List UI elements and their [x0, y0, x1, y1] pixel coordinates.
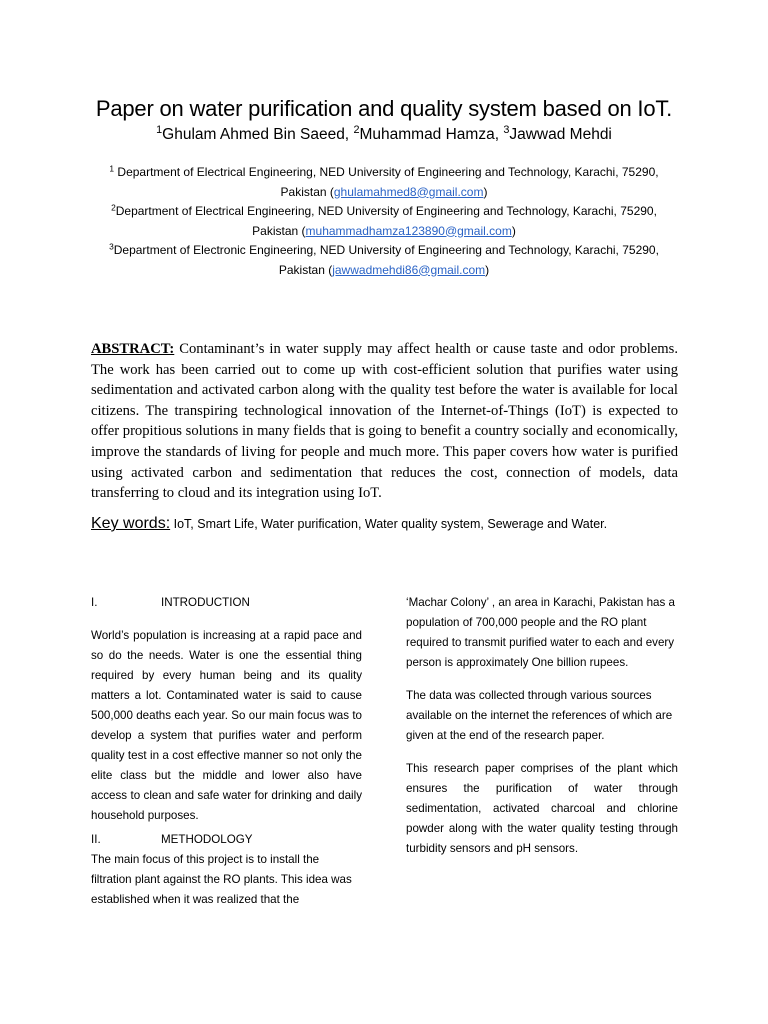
- affiliation-3-email-link[interactable]: jawwadmehdi86@gmail.com: [332, 262, 486, 277]
- affiliation-2-email-link[interactable]: muhammadhamza123890@gmail.com: [305, 223, 512, 238]
- right-paragraph-1: ‘Machar Colony’ , an area in Karachi, Pakistan has a population of 700,000 people and the RO plant required to transmit purified water to each and every person is approximately One billion rupees.: [406, 596, 675, 669]
- methodology-paragraph: The main focus of this project is to install the filtration plant against the RO plants. This idea was established when it was realized that the: [91, 853, 352, 906]
- author-1: Ghulam Ahmed Bin Saeed,: [162, 126, 354, 143]
- affiliation-1: [88, 163, 680, 202]
- paper-title: Paper on water purification and quality system based on IoT.: [95, 96, 673, 121]
- affiliation-3-marker: 3: [109, 241, 114, 252]
- author-list: [0, 126, 768, 144]
- section-number: I.: [91, 596, 98, 609]
- section-title: INTRODUCTION: [161, 596, 250, 609]
- author-1-marker: 1: [156, 124, 163, 137]
- abstract-text: Contaminant’s in water supply may affect health or cause taste and odor problems. The work has been carried out to come up with cost-efficient solution that purifies water using sedimentation and activated carbon along with the quality test before the water is available for local citizens. The transpiring technological innovation of the Internet-of-Things (IoT) is expected to offer propitious solutions in many fields that is going to benefit a country socially and economically, improve the standards of living for people and much more. This paper covers how water is purified using activated carbon and sedimentation that reduces the cost, connection of models, data transferring to cloud and its integration using IoT.: [91, 341, 678, 502]
- right-paragraph-3: This research paper comprises of the plant which ensures the purification of water through sedimentation, activated charcoal and chlorine powder along with the water quality testing through turbidity sensors and pH sensors.: [406, 762, 678, 855]
- right-column: [406, 593, 678, 859]
- affiliations: [88, 163, 680, 280]
- left-column: [91, 593, 362, 910]
- keywords: [91, 515, 691, 533]
- section-heading-introduction: [91, 593, 362, 613]
- author-2: Muhammad Hamza,: [359, 126, 504, 143]
- affiliation-2-close: ): [511, 223, 516, 238]
- author-3-marker: 3: [503, 124, 510, 137]
- section-title: METHODOLOGY: [161, 833, 253, 846]
- affiliation-3-text: Department of Electronic Engineering, NED University of Engineering and Technology, Karachi, 75290, Pakistan (: [113, 243, 659, 277]
- affiliation-1-text: Department of Electrical Engineering, NED University of Engineering and Technology, Karachi, 75290, Pakistan (: [114, 165, 659, 199]
- affiliation-1-marker: 1: [109, 163, 115, 174]
- affiliation-2-marker: 2: [111, 202, 116, 213]
- abstract: [91, 339, 678, 504]
- affiliation-2: [88, 202, 680, 241]
- right-paragraph-2: The data was collected through various sources available on the internet the references of which are given at the end of the research paper.: [406, 689, 673, 742]
- keywords-label: Key words:: [91, 515, 171, 532]
- section-heading-methodology: [91, 830, 362, 850]
- keywords-text: IoT, Smart Life, Water purification, Water quality system, Sewerage and Water.: [170, 517, 608, 531]
- affiliation-2-text: Department of Electrical Engineering, NED University of Engineering and Technology, Karachi, 75290, Pakistan (: [115, 204, 657, 238]
- abstract-label: ABSTRACT:: [91, 341, 175, 357]
- introduction-paragraph: World’s population is increasing at a rapid pace and so do the needs. Water is one the essential thing required by every human being and its quality matters a lot. Contaminated water is said to cause 500,000 deaths each year. So our main focus was to develop a system that purifies water and perform quality test in a cost effective manner so not only the elite class but the middle and lower also have access to clean and safe water for drinking and daily household purposes.: [91, 629, 362, 822]
- affiliation-1-close: ): [483, 184, 488, 199]
- author-3: Jawwad Mehdi: [509, 126, 612, 143]
- section-number: II.: [91, 833, 101, 846]
- affiliation-3: [88, 241, 680, 280]
- author-2-marker: 2: [353, 124, 360, 137]
- affiliation-3-close: ): [485, 262, 490, 277]
- affiliation-1-email-link[interactable]: ghulamahmed8@gmail.com: [333, 184, 484, 199]
